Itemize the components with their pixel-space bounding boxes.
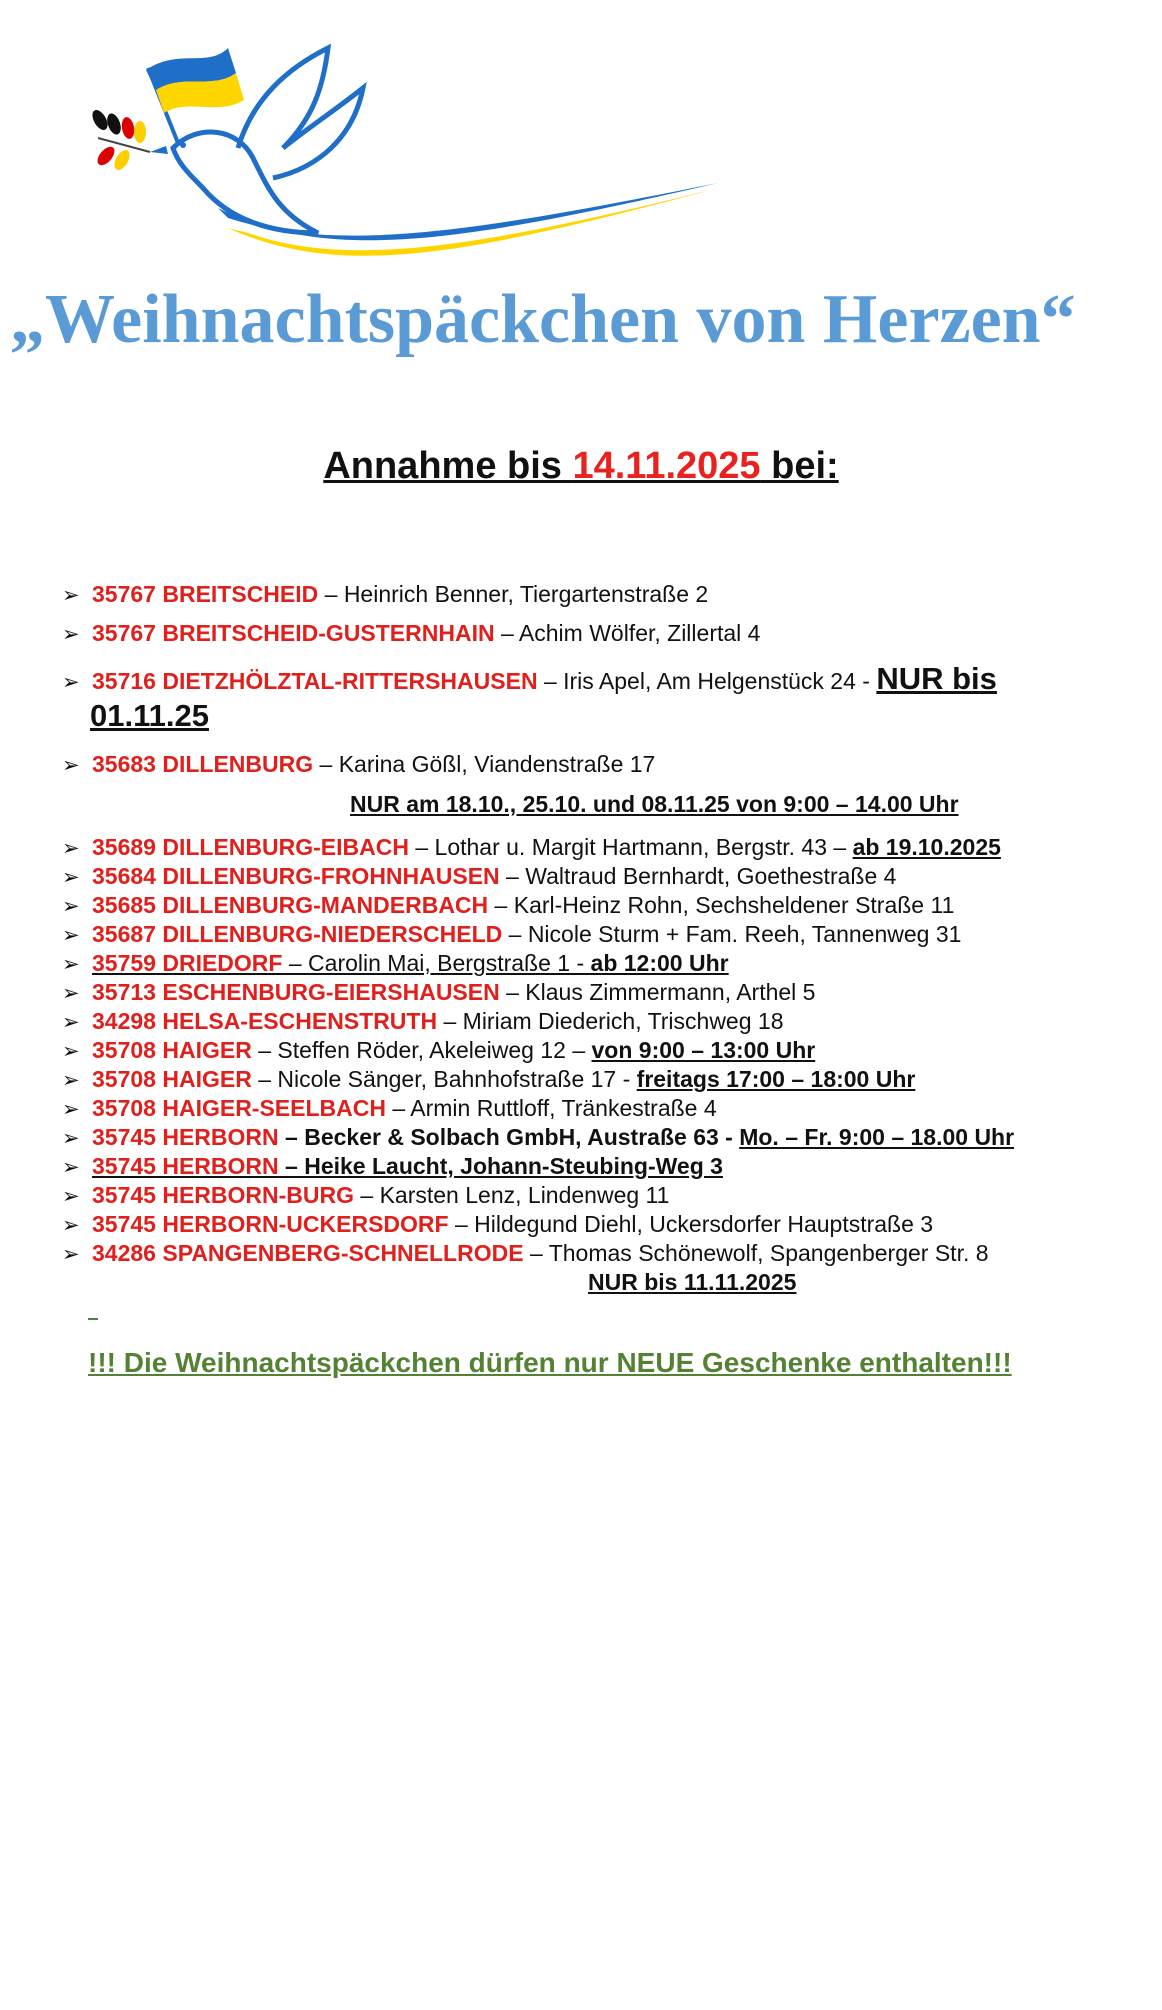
deadline-heading bbox=[0, 443, 1162, 489]
location-city: 35708 HAIGER bbox=[92, 1037, 252, 1063]
location-city: 35708 HAIGER bbox=[92, 1066, 252, 1092]
list-item bbox=[62, 1239, 1152, 1269]
list-item bbox=[62, 1007, 1152, 1037]
arrowhead-bullet-icon: ➢ bbox=[62, 894, 80, 918]
arrowhead-bullet-icon: ➢ bbox=[62, 952, 80, 976]
location-contact: – Nicole Sturm + Fam. Reeh, Tannenweg 31 bbox=[502, 921, 962, 947]
arrowhead-bullet-icon: ➢ bbox=[62, 923, 80, 947]
dillenburg-opening-note: NUR am 18.10., 25.10. und 08.11.25 von 9:00 – 14.00 Uhr bbox=[350, 791, 959, 817]
location-contact: – Steffen Röder, Akeleiweg 12 – bbox=[251, 1037, 592, 1063]
location-city: 35759 DRIEDORF bbox=[92, 950, 283, 976]
deadline-prefix: Annahme bis bbox=[323, 445, 573, 487]
arrowhead-bullet-icon: ➢ bbox=[62, 981, 80, 1005]
dove-wing bbox=[238, 48, 363, 178]
deadline-date: 14.11.2025 bbox=[572, 445, 761, 487]
list-item bbox=[62, 978, 1152, 1008]
list-item bbox=[62, 1210, 1152, 1240]
location-contact: – Karl-Heinz Rohn, Sechsheldener Straße 11 bbox=[488, 892, 955, 918]
arrowhead-bullet-icon: ➢ bbox=[62, 670, 80, 694]
location-city: 35684 DILLENBURG-FROHNHAUSEN bbox=[92, 863, 500, 889]
dove-body bbox=[173, 132, 318, 233]
location-note: ab 12:00 Uhr bbox=[590, 950, 729, 976]
new-gifts-only-notice: !!! Die Weihnachtspäckchen dürfen nur NEUE Geschenke enthalten!!! bbox=[88, 1347, 1012, 1378]
list-item bbox=[62, 580, 1152, 610]
location-note: NUR bis bbox=[876, 661, 997, 696]
location-contact: – Nicole Sänger, Bahnhofstraße 17 - bbox=[251, 1066, 637, 1092]
list-item bbox=[62, 949, 1152, 979]
location-city: 35687 DILLENBURG-NIEDERSCHELD bbox=[92, 921, 503, 947]
arrowhead-bullet-icon: ➢ bbox=[62, 1126, 80, 1150]
list-item bbox=[62, 1094, 1152, 1124]
location-contact: – Heinrich Benner, Tiergartenstraße 2 bbox=[318, 581, 709, 607]
spangenberg-deadline-note: NUR bis 11.11.2025 bbox=[588, 1269, 797, 1295]
location-contact: – Hildegund Diehl, Uckersdorfer Hauptstraße 3 bbox=[448, 1211, 934, 1237]
list-item bbox=[62, 750, 1152, 780]
location-contact: – Waltraud Bernhardt, Goethestraße 4 bbox=[499, 863, 897, 889]
dove-logo-icon bbox=[78, 28, 738, 278]
location-contact: – Miriam Diederich, Trischweg 18 bbox=[437, 1008, 784, 1034]
arrowhead-bullet-icon: ➢ bbox=[62, 1010, 80, 1034]
location-city: 35745 HERBORN-UCKERSDORF bbox=[92, 1211, 449, 1237]
list-item bbox=[62, 1152, 1152, 1182]
location-city: 35745 HERBORN bbox=[92, 1124, 279, 1150]
list-item bbox=[62, 1036, 1152, 1066]
location-contact: – Lothar u. Margit Hartmann, Bergstr. 43 – bbox=[408, 834, 853, 860]
arrowhead-bullet-icon: ➢ bbox=[62, 583, 80, 607]
location-city: 35683 DILLENBURG bbox=[92, 751, 314, 777]
list-item bbox=[62, 891, 1152, 921]
location-contact: – Thomas Schönewolf, Spangenberger Str. 8 bbox=[523, 1240, 989, 1266]
location-contact: – Becker & Solbach GmbH, Austraße 63 - bbox=[278, 1124, 740, 1150]
location-contact: – Achim Wölfer, Zillertal 4 bbox=[494, 620, 761, 646]
location-contact: – Armin Ruttloff, Tränkestraße 4 bbox=[385, 1095, 717, 1121]
list-item bbox=[62, 1181, 1152, 1211]
arrowhead-bullet-icon: ➢ bbox=[62, 1155, 80, 1179]
list-item bbox=[62, 862, 1152, 892]
location-contact: – Klaus Zimmermann, Arthel 5 bbox=[499, 979, 816, 1005]
arrowhead-bullet-icon: ➢ bbox=[62, 1039, 80, 1063]
list-item bbox=[62, 619, 1152, 649]
arrowhead-bullet-icon: ➢ bbox=[62, 1068, 80, 1092]
location-contact: – Iris Apel, Am Helgenstück 24 - bbox=[537, 668, 877, 694]
arrowhead-bullet-icon: ➢ bbox=[62, 865, 80, 889]
location-city: 35689 DILLENBURG-EIBACH bbox=[92, 834, 409, 860]
arrowhead-bullet-icon: ➢ bbox=[62, 1184, 80, 1208]
location-city: 35708 HAIGER-SEELBACH bbox=[92, 1095, 386, 1121]
list-item bbox=[62, 833, 1152, 863]
location-city: 35767 BREITSCHEID-GUSTERNHAIN bbox=[92, 620, 495, 646]
list-item bbox=[62, 1065, 1152, 1095]
location-city: 35685 DILLENBURG-MANDERBACH bbox=[92, 892, 489, 918]
arrowhead-bullet-icon: ➢ bbox=[62, 753, 80, 777]
location-note: Mo. – Fr. 9:00 – 18.00 Uhr bbox=[739, 1124, 1015, 1150]
list-item bbox=[62, 920, 1152, 950]
location-contact: – Heike Laucht, Johann-Steubing-Weg 3 bbox=[278, 1153, 723, 1179]
location-city: 35745 HERBORN-BURG bbox=[92, 1182, 355, 1208]
location-note: ab 19.10.2025 bbox=[852, 834, 1001, 860]
arrowhead-bullet-icon: ➢ bbox=[62, 836, 80, 860]
location-city: 35716 DIETZHÖLZTAL-RITTERSHAUSEN bbox=[92, 668, 538, 694]
location-city: 35713 ESCHENBURG-EIERSHAUSEN bbox=[92, 979, 500, 1005]
page-title: „Weihnachtspäckchen von Herzen“ bbox=[10, 281, 1076, 358]
arrowhead-bullet-icon: ➢ bbox=[62, 622, 80, 646]
arrowhead-bullet-icon: ➢ bbox=[62, 1242, 80, 1266]
location-contact: – Karsten Lenz, Lindenweg 11 bbox=[354, 1182, 670, 1208]
deadline-suffix: bei: bbox=[760, 445, 839, 487]
list-item bbox=[62, 661, 1152, 735]
location-contact: – Carolin Mai, Bergstraße 1 - bbox=[282, 950, 591, 976]
location-note: freitags 17:00 – 18:00 Uhr bbox=[636, 1066, 916, 1092]
divider-mark bbox=[88, 1318, 98, 1320]
list-item bbox=[62, 1123, 1152, 1153]
location-city: 35745 HERBORN bbox=[92, 1153, 279, 1179]
location-contact: – Karina Gößl, Viandenstraße 17 bbox=[313, 751, 656, 777]
location-city: 34298 HELSA-ESCHENSTRUTH bbox=[92, 1008, 438, 1034]
location-city: 34286 SPANGENBERG-SCHNELLRODE bbox=[92, 1240, 524, 1266]
location-note: von 9:00 – 13:00 Uhr bbox=[591, 1037, 816, 1063]
location-note-continued: 01.11.25 bbox=[90, 698, 209, 733]
location-city: 35767 BREITSCHEID bbox=[92, 581, 319, 607]
arrowhead-bullet-icon: ➢ bbox=[62, 1097, 80, 1121]
arrowhead-bullet-icon: ➢ bbox=[62, 1213, 80, 1237]
